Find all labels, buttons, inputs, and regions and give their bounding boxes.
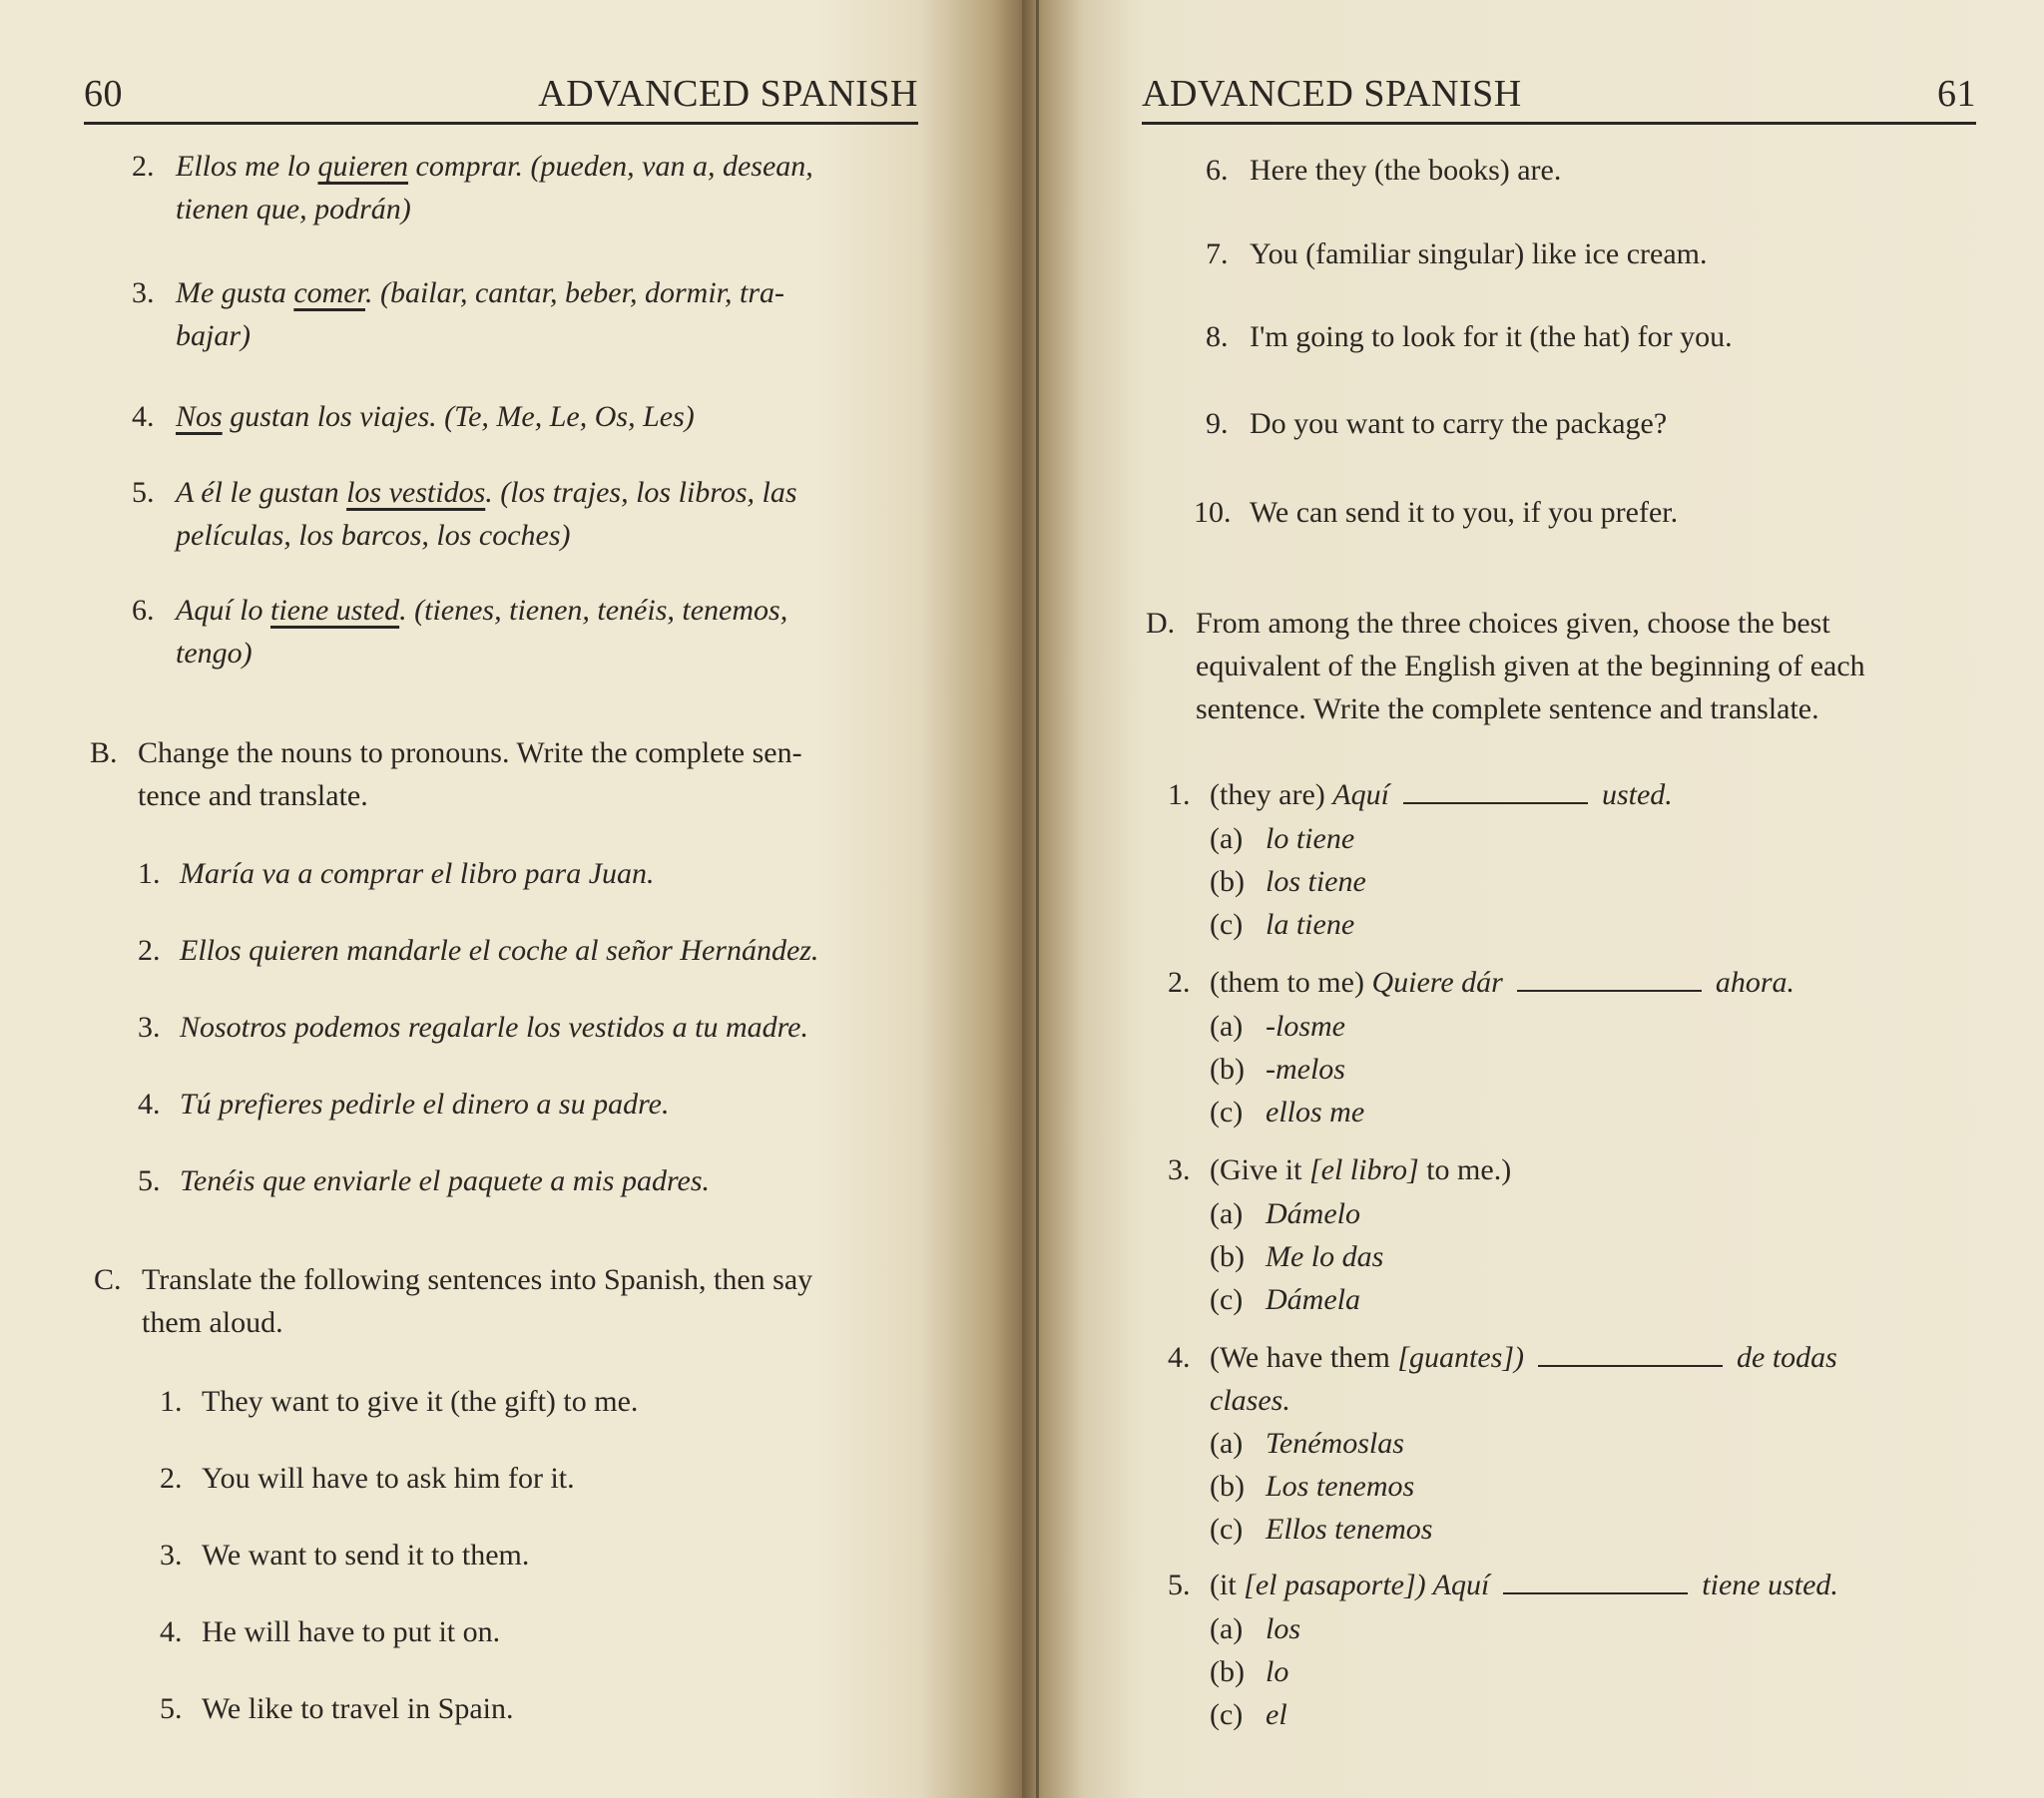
item-number: 6. <box>1206 154 1229 187</box>
choice-text: -melos <box>1266 1053 1345 1086</box>
choice-text: lo <box>1266 1655 1289 1688</box>
choice-label: (a) <box>1210 822 1244 855</box>
section-instruction: Change the nouns to pronouns. Write the complete sen- <box>138 736 802 769</box>
item-text-continued: tienen que, podrán) <box>176 193 411 225</box>
item-text: Tú prefieres pedirle el dinero a su padre. <box>180 1088 670 1121</box>
right-running-head <box>1142 72 1976 125</box>
item-text: You will have to ask him for it. <box>202 1462 575 1495</box>
item-text: Nos gustan los viajes. (Te, Me, Le, Os, Les) <box>176 400 695 433</box>
item-text: Here they (the books) are. <box>1250 154 1562 187</box>
choice-label: (a) <box>1210 1427 1244 1460</box>
item-text: Aquí lo tiene usted. (tienes, tienen, tenéis, tenemos, <box>176 594 788 627</box>
answer-blank <box>1517 962 1702 992</box>
answer-blank <box>1503 1565 1688 1594</box>
item-number: 5. <box>1168 1569 1191 1601</box>
choice-label: (a) <box>1210 1197 1244 1230</box>
section-instruction: Translate the following sentences into Spanish, then say <box>142 1263 813 1296</box>
item-text: Ellos me lo quieren comprar. (pueden, van a, desean, <box>176 150 813 183</box>
choice-text: Ellos tenemos <box>1266 1513 1433 1546</box>
running-head-title: ADVANCED SPANISH <box>1142 73 1522 115</box>
item-text: A él le gustan los vestidos. (los trajes, los libros, las <box>176 476 797 509</box>
choice-text: el <box>1266 1698 1287 1731</box>
item-number: 5. <box>160 1692 183 1725</box>
item-stem: (Give it [el libro] to me.) <box>1210 1153 1512 1186</box>
choice-text: los <box>1266 1612 1301 1645</box>
item-number: 4. <box>132 400 155 433</box>
choice-text: Tenémoslas <box>1266 1427 1404 1460</box>
item-number: 3. <box>132 276 155 309</box>
item-number: 8. <box>1206 320 1229 353</box>
choice-label: (b) <box>1210 865 1245 898</box>
item-number: 5. <box>132 476 155 509</box>
item-number: 4. <box>138 1088 161 1121</box>
choice-text: Me lo das <box>1266 1240 1384 1273</box>
choice-label: (b) <box>1210 1655 1245 1688</box>
page-number: 60 <box>84 73 123 115</box>
item-text: Nosotros podemos regalarle los vestidos a tu madre. <box>180 1011 808 1044</box>
choice-label: (c) <box>1210 1096 1244 1128</box>
item-number: 2. <box>138 934 161 967</box>
answer-blank <box>1403 774 1588 804</box>
section-instruction-continued: sentence. Write the complete sentence and translate. <box>1196 692 1819 725</box>
choice-text: la tiene <box>1266 908 1355 941</box>
item-number: 1. <box>1168 778 1191 811</box>
item-text: We can send it to you, if you prefer. <box>1250 496 1679 529</box>
item-text: I'm going to look for it (the hat) for you. <box>1250 320 1733 353</box>
choice-text: Dámelo <box>1266 1197 1360 1230</box>
item-text: María va a comprar el libro para Juan. <box>180 857 655 890</box>
choice-text: los tiene <box>1266 865 1366 898</box>
item-stem: (they are) Aquí usted. <box>1210 774 1673 816</box>
choice-text: Los tenemos <box>1266 1470 1415 1503</box>
item-text: Tenéis que enviarle el paquete a mis padres. <box>180 1164 711 1197</box>
item-number: 3. <box>1168 1153 1191 1186</box>
choice-label: (c) <box>1210 1698 1244 1731</box>
item-number: 2. <box>160 1462 183 1495</box>
choice-label: (b) <box>1210 1240 1245 1273</box>
choice-text: lo tiene <box>1266 822 1355 855</box>
item-number: 5. <box>138 1164 161 1197</box>
section-instruction-continued: tence and translate. <box>138 779 368 812</box>
item-text: Ellos quieren mandarle el coche al señor Hernández. <box>180 934 819 967</box>
item-number: 4. <box>1168 1341 1191 1374</box>
choice-text: -losme <box>1266 1010 1345 1043</box>
item-text-continued: bajar) <box>176 319 251 352</box>
choice-label: (c) <box>1210 908 1244 941</box>
page-number: 61 <box>1937 73 1976 115</box>
item-text: We want to send it to them. <box>202 1539 530 1572</box>
item-number: 2. <box>132 150 155 183</box>
choice-text: ellos me <box>1266 1096 1365 1128</box>
item-number: 3. <box>138 1011 161 1044</box>
choice-label: (c) <box>1210 1283 1244 1316</box>
right-page <box>1022 0 2044 1798</box>
item-text-continued: películas, los barcos, los coches) <box>176 519 571 552</box>
item-number: 1. <box>160 1385 183 1418</box>
section-letter: C. <box>94 1263 122 1296</box>
left-running-head <box>84 72 918 125</box>
answer-blank <box>1538 1337 1723 1367</box>
item-stem: (We have them [guantes]) de todas <box>1210 1337 1837 1379</box>
book-gutter <box>1036 0 1039 1798</box>
item-number: 9. <box>1206 407 1229 440</box>
section-letter: B. <box>90 736 118 769</box>
item-stem: (them to me) Quiere dár ahora. <box>1210 962 1794 1004</box>
item-text: They want to give it (the gift) to me. <box>202 1385 639 1418</box>
section-letter: D. <box>1146 607 1176 640</box>
item-text: He will have to put it on. <box>202 1615 501 1648</box>
section-instruction-continued: them aloud. <box>142 1306 283 1339</box>
item-number: 1. <box>138 857 161 890</box>
choice-label: (b) <box>1210 1470 1245 1503</box>
section-instruction: From among the three choices given, choose the best <box>1196 607 1830 640</box>
choice-label: (c) <box>1210 1513 1244 1546</box>
item-text: We like to travel in Spain. <box>202 1692 514 1725</box>
item-text: Me gusta comer. (bailar, cantar, beber, dormir, tra- <box>176 276 784 309</box>
item-number: 7. <box>1206 237 1229 270</box>
item-text: You (familiar singular) like ice cream. <box>1250 237 1708 270</box>
item-stem-continued: clases. <box>1210 1384 1290 1417</box>
item-number: 6. <box>132 594 155 627</box>
item-stem: (it [el pasaporte]) Aquí tiene usted. <box>1210 1565 1838 1606</box>
choice-label: (a) <box>1210 1612 1244 1645</box>
item-number: 2. <box>1168 966 1191 999</box>
item-number: 4. <box>160 1615 183 1648</box>
item-text: Do you want to carry the package? <box>1250 407 1668 440</box>
choice-label: (b) <box>1210 1053 1245 1086</box>
item-text-continued: tengo) <box>176 637 253 670</box>
section-instruction-continued: equivalent of the English given at the beginning of each <box>1196 650 1865 682</box>
item-number: 3. <box>160 1539 183 1572</box>
item-number: 10. <box>1194 496 1232 529</box>
running-head-title: ADVANCED SPANISH <box>538 73 918 115</box>
choice-label: (a) <box>1210 1010 1244 1043</box>
choice-text: Dámela <box>1266 1283 1360 1316</box>
